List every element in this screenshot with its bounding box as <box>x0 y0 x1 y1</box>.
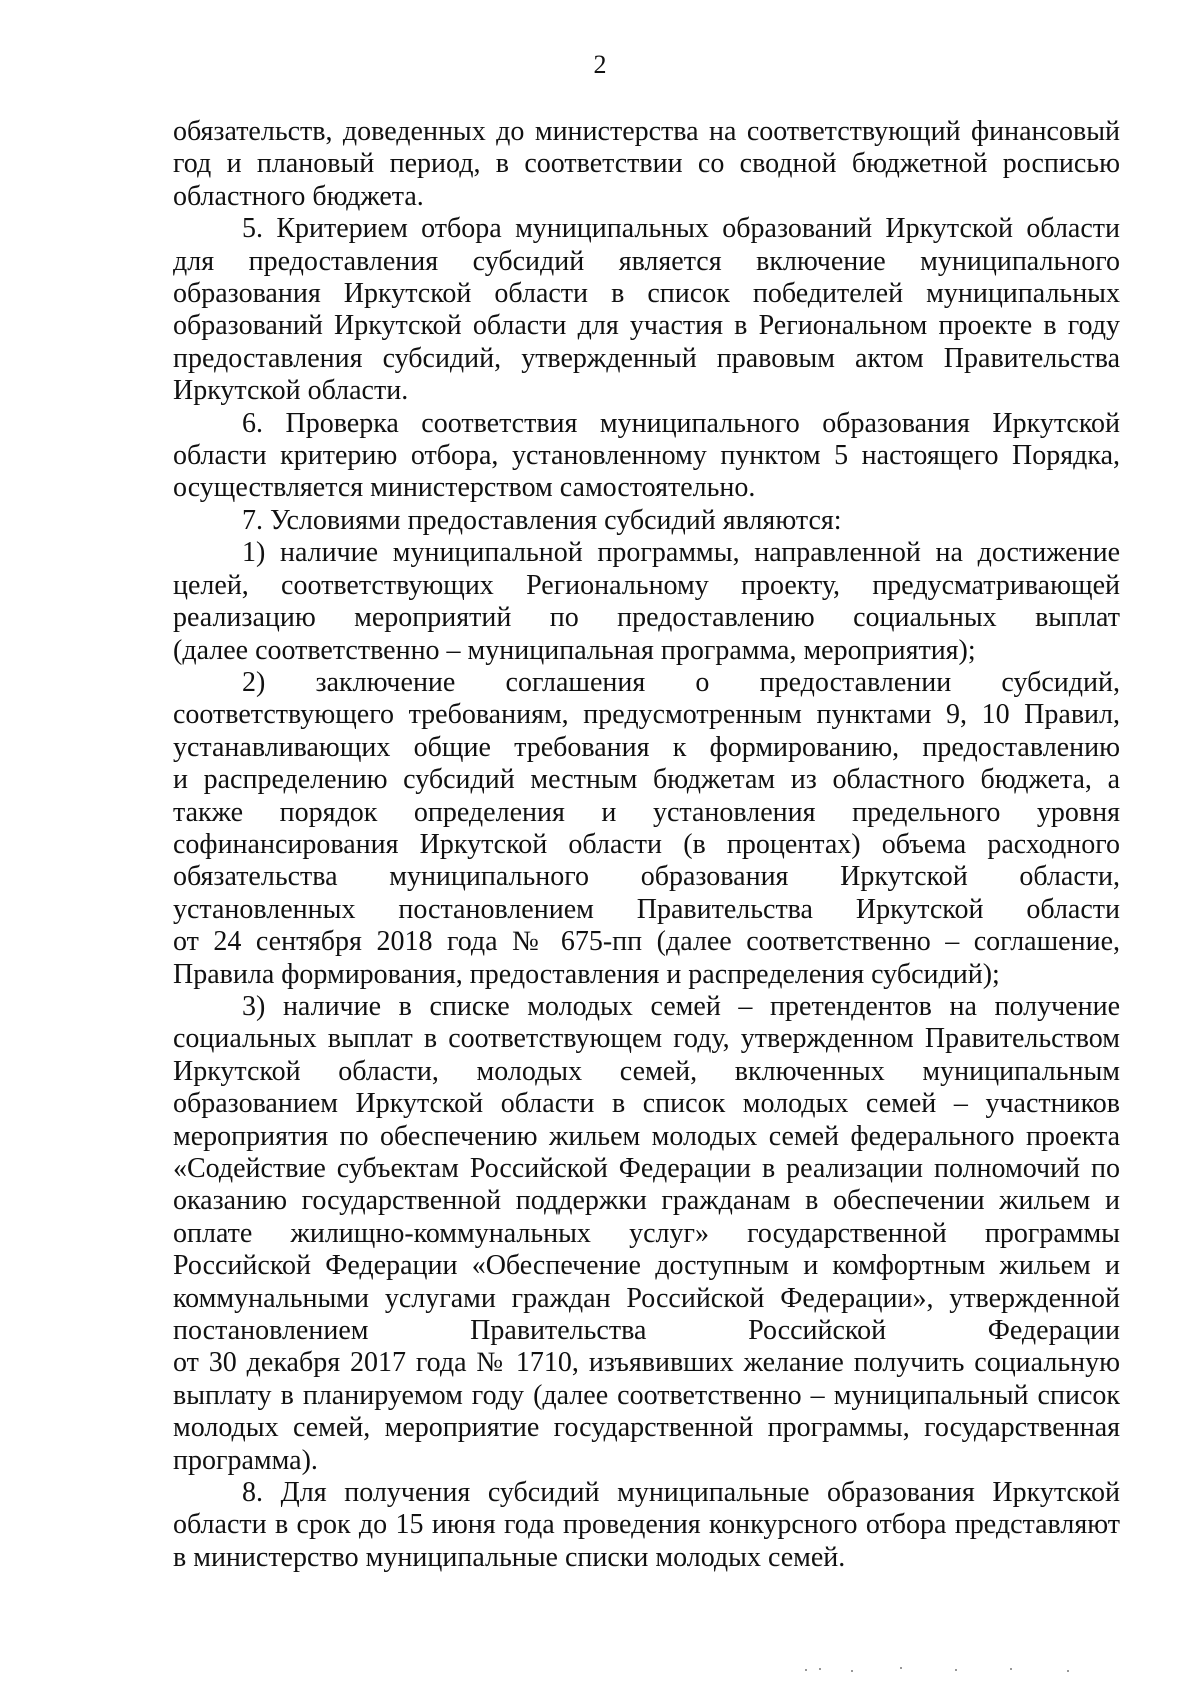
text-line: для предоставления субсидий является включение муниципального <box>173 245 1120 277</box>
text-line: также порядок определения и установления предельного уровня <box>173 796 1120 828</box>
text-line: обязательств, доведенных до министерства на соответствующий финансовый <box>173 116 1120 147</box>
paragraph-p5 <box>173 213 1120 407</box>
text-line: 5. Критерием отбора муниципальных образований Иркутской области <box>242 213 1120 245</box>
text-line: Иркутской области, молодых семей, включенных муниципальным <box>173 1055 1120 1087</box>
text-line: образованием Иркутской области в список молодых семей – участников <box>173 1088 1120 1120</box>
text-line: социальных выплат в соответствующем году, утвержденном Правительством <box>173 1023 1120 1055</box>
text-line: Российской Федерации «Обеспечение доступным и комфортным жильем и <box>173 1250 1120 1282</box>
text-line: 8. Для получения субсидий муниципальные образования Иркутской <box>242 1477 1120 1509</box>
text-line: 6. Проверка соответствия муниципального образования Иркутской <box>242 407 1120 439</box>
text-line: в министерство муниципальные списки молодых семей. <box>173 1541 846 1573</box>
text-line: год и плановый период, в соответствии со сводной бюджетной росписью <box>173 148 1120 180</box>
paragraph-p7-3 <box>173 991 1120 1477</box>
text-line: образования Иркутской области в список победителей муниципальных <box>173 278 1120 310</box>
scan-specks <box>805 1665 1105 1675</box>
text-line: образований Иркутской области для участия в Региональном проекте в году <box>173 310 1120 342</box>
text-line: молодых семей, мероприятие государственной программы, государственная <box>173 1412 1120 1444</box>
paragraph-p8 <box>173 1477 1120 1574</box>
text-line: от 30 декабря 2017 года № 1710, изъявивших желание получить социальную <box>173 1347 1120 1379</box>
text-line: целей, соответствующих Региональному проекту, предусматривающей <box>173 569 1120 601</box>
text-line: реализацию мероприятий по предоставлению социальных выплат <box>173 602 1120 634</box>
text-line: Правила формирования, предоставления и распределения субсидий); <box>173 958 1000 990</box>
text-line: 1) наличие муниципальной программы, направленной на достижение <box>242 537 1120 569</box>
text-line: софинансирования Иркутской области (в процентах) объема расходного <box>173 828 1120 860</box>
text-line: выплату в планируемом году (далее соответственно – муниципальный список <box>173 1379 1120 1411</box>
paragraph-p7-1 <box>173 537 1120 667</box>
text-line: осуществляется министерством самостоятельно. <box>173 472 756 504</box>
text-line: оказанию государственной поддержки гражданам в обеспечении жильем и <box>173 1185 1120 1217</box>
page-number: 2 <box>593 50 607 79</box>
text-line: программа). <box>173 1444 318 1476</box>
text-line: и распределению субсидий местным бюджетам из областного бюджета, а <box>173 764 1120 796</box>
text-line: от 24 сентября 2018 года № 675-пп (далее соответственно – соглашение, <box>173 926 1120 958</box>
text-line: 7. Условиями предоставления субсидий являются: <box>242 504 842 536</box>
text-line: 3) наличие в списке молодых семей – претендентов на получение <box>242 990 1120 1022</box>
text-line: областного бюджета. <box>173 180 424 212</box>
document-body <box>173 116 1120 1574</box>
text-line: оплате жилищно-коммунальных услуг» государственной программы <box>173 1217 1120 1249</box>
text-line: установленных постановлением Правительства Иркутской области <box>173 893 1120 925</box>
text-line: мероприятия по обеспечению жильем молодых семей федерального проекта <box>173 1120 1120 1152</box>
text-line: коммунальными услугами граждан Российской Федерации», утвержденной <box>173 1282 1120 1314</box>
paragraph-p6 <box>173 408 1120 505</box>
text-line: соответствующего требованиям, предусмотренным пунктами 9, 10 Правил, <box>173 699 1120 731</box>
text-line: области в срок до 15 июня года проведения конкурсного отбора представляют <box>173 1509 1120 1541</box>
text-line: области критерию отбора, установленному пунктом 5 настоящего Порядка, <box>173 440 1120 472</box>
paragraph-p7 <box>173 505 1120 537</box>
text-line: постановлением Правительства Российской Федерации <box>173 1315 1120 1347</box>
paragraph-p0 <box>173 116 1120 213</box>
text-line: обязательства муниципального образования Иркутской области, <box>173 861 1120 893</box>
text-line: предоставления субсидий, утвержденный правовым актом Правительства <box>173 342 1120 374</box>
paragraph-p7-2 <box>173 667 1120 991</box>
text-line: (далее соответственно – муниципальная программа, мероприятия); <box>173 634 976 666</box>
text-line: Иркутской области. <box>173 375 409 407</box>
text-line: 2) заключение соглашения о предоставлении субсидий, <box>242 666 1120 698</box>
text-line: «Содействие субъектам Российской Федерации в реализации полномочий по <box>173 1153 1120 1184</box>
text-line: устанавливающих общие требования к формированию, предоставлению <box>173 731 1120 763</box>
